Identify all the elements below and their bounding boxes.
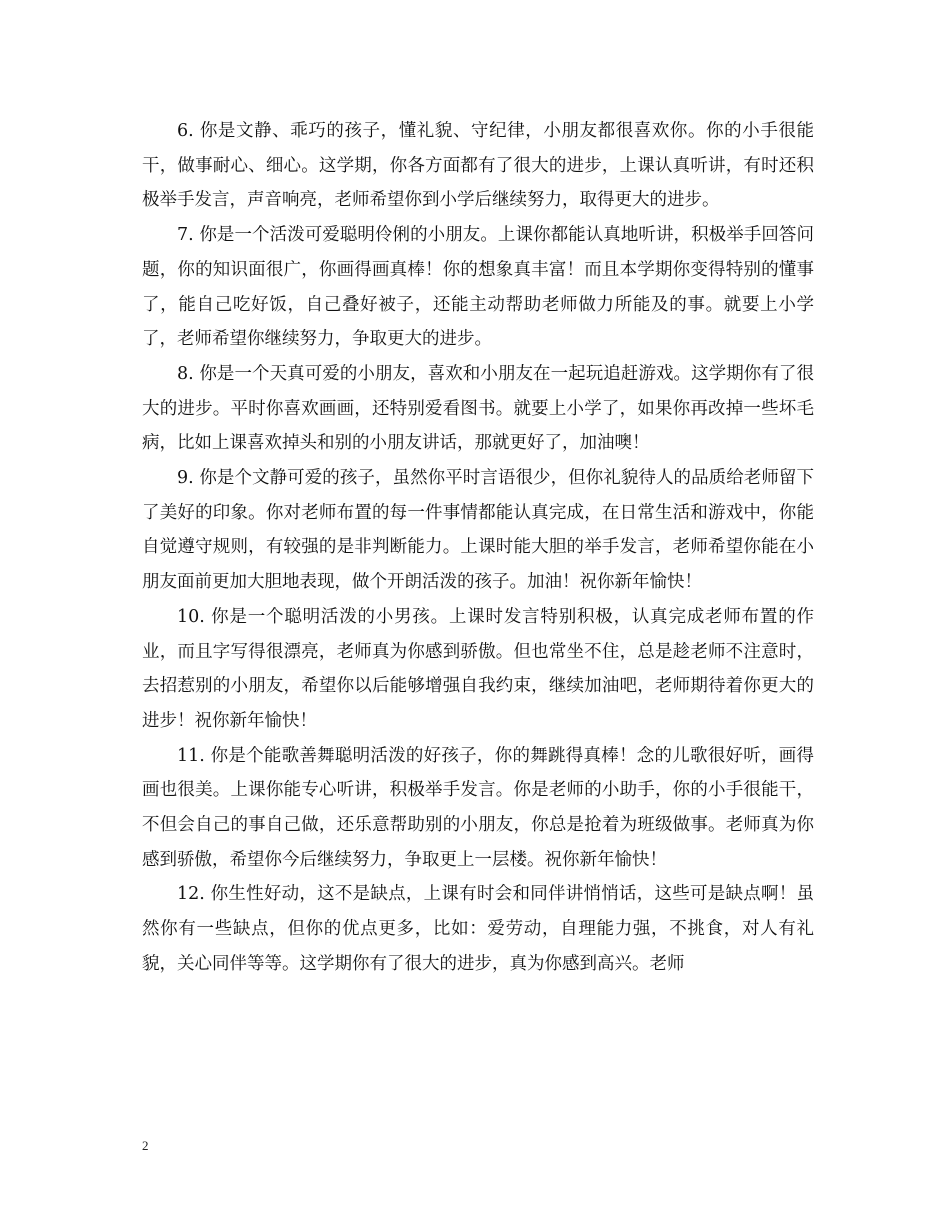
paragraph-9: 9. 你是个文静可爱的孩子，虽然你平时言语很少，但你礼貌待人的品质给老师留下了美好的印象。你对老师布置的每一件事情都能认真完成，在日常生活和游戏中，你能自觉遵守规则，有较强的是非判断能力。上课时能大胆的举手发言，老师希望你能在小朋友面前更加大胆地表现，做个开朗活泼的孩子。加油！祝你新年愉快！ bbox=[142, 468, 814, 593]
paragraph-10: 10. 你是一个聪明活泼的小男孩。上课时发言特别积极，认真完成老师布置的作业，而且字写得很漂亮，老师真为你感到骄傲。但也常坐不住，总是趁老师不注意时，去招惹别的小朋友，希望你以后能够增强自我约束，继续加油吧，老师期待着你更大的进步！祝你新年愉快！ bbox=[142, 606, 814, 731]
paragraph-12: 12. 你生性好动，这不是缺点，上课有时会和同伴讲悄悄话，这些可是缺点啊！虽然你有一些缺点，但你的优点更多，比如：爱劳动，自理能力强，不挑食，对人有礼貌，关心同伴等等。这学期你有了很大的进步，真为你感到高兴。老师 bbox=[142, 884, 814, 974]
page-number: 2 bbox=[142, 1138, 149, 1153]
paragraph-6: 6. 你是文静、乖巧的孩子，懂礼貌、守纪律，小朋友都很喜欢你。你的小手很能干，做事耐心、细心。这学期，你各方面都有了很大的进步，上课认真听讲，有时还积极举手发言，声音响亮，老师希望你到小学后继续努力，取得更大的进步。 bbox=[142, 121, 814, 211]
document-body bbox=[142, 114, 814, 982]
paragraph-8: 8. 你是一个天真可爱的小朋友，喜欢和小朋友在一起玩追赶游戏。这学期你有了很大的进步。平时你喜欢画画，还特别爱看图书。就要上小学了，如果你再改掉一些坏毛病，比如上课喜欢掉头和别的小朋友讲话，那就更好了，加油噢！ bbox=[142, 363, 814, 454]
paragraph-7: 7. 你是一个活泼可爱聪明伶俐的小朋友。上课你都能认真地听讲，积极举手回答问题，你的知识面很广，你画得画真棒！你的想象真丰富！而且本学期你变得特别的懂事了，能自己吃好饭，自己叠好被子，还能主动帮助老师做力所能及的事。就要上小学了，老师希望你继续努力，争取更大的进步。 bbox=[142, 225, 814, 350]
paragraph-11: 11. 你是个能歌善舞聪明活泼的好孩子，你的舞跳得真棒！念的儿歌很好听，画得画也很美。上课你能专心听讲，积极举手发言。你是老师的小助手，你的小手很能干，不但会自己的事自己做，还乐意帮助别的小朋友，你总是抢着为班级做事。老师真为你感到骄傲，希望你今后继续努力，争取更上一层楼。祝你新年愉快！ bbox=[142, 745, 814, 870]
